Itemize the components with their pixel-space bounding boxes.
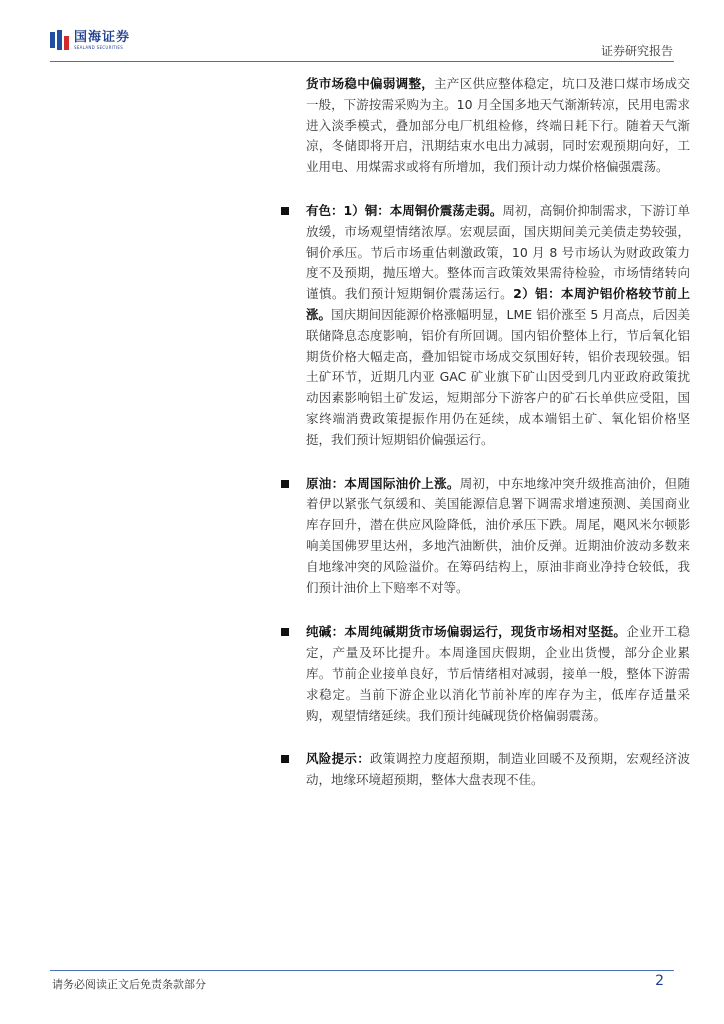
logo-mark-icon: [50, 30, 70, 50]
section-body: 周初，中东地缘冲突升级推高油价，但随着伊以紧张气氛缓和、美国能源信息署下调需求增速预测、美国商业库存回升，潜在供应风险降低，油价承压下跌。周尾，飓风米尔顿影响美国佛罗里达州，多地汽油断供，油价反弹。近期油价波动多数来自地缘冲突的风险溢价。在筹码结构上，原油非商业净持仓较低，我们预计油价上下赔率不对等。: [306, 475, 690, 595]
section-heading: 货市场稳中偏弱调整，: [306, 76, 435, 91]
logo-chinese-name: 国海证券: [74, 29, 131, 45]
report-type-label: 证券研究报告: [600, 44, 673, 58]
section-risk-warning: [50, 749, 690, 791]
footer-divider: [50, 970, 674, 971]
page-number: 2: [655, 973, 664, 989]
bullet-square-icon: [279, 626, 291, 638]
page-header: [0, 0, 724, 60]
section-body: 主产区供应整体稳定，坑口及港口煤市场成交一般，下游按需采购为主。10 月全国多地天气渐渐转凉，民用电需求进入淡季模式，叠加部分电厂机组检修，终端日耗下行。随着天气渐凉，冬储即将开启，汛期结束水电出力减弱，同时宏观预期向好，工业用电、用煤需求或将有所增加，我们预计动力煤价格偏强震荡。: [306, 76, 690, 175]
report-body: [50, 74, 690, 791]
bullet-square-icon: [279, 478, 291, 490]
section-body: 周初，高铜价抑制需求，下游订单放缓，市场观望情绪浓厚。宏观层面，国庆期间美元美债走势较强，铜价承压。节后市场重估刺激政策，10 月 8 号市场认为财政政策力度不及预期，抛压增大。整体而言政策效果需待检验，市场情绪转向谨慎。我们预计短期铜价震荡运行。: [306, 202, 690, 302]
bullet-square-icon: [279, 753, 291, 765]
section-soda-ash: [50, 622, 690, 726]
section-coal-continued: [50, 74, 690, 178]
section-nonferrous: [50, 201, 690, 451]
section-body: 企业开工稳定，产量及环比提升。本周逢国庆假期，企业出货慢，部分企业累库。节前企业接单良好，节后情绪相对减弱，接单一般，整体下游需求稳定。当前下游企业以消化节前补库的库存为主，低库存适量采购，观望情绪延续。我们预计纯碱现货价格偏弱震荡。: [306, 624, 690, 723]
section-subheading: 2）铝：本周沪铝价格较节前上涨。: [306, 286, 690, 322]
company-logo: [50, 30, 130, 50]
section-heading: 纯碱：本周纯碱期货市场偏弱运行，现货市场相对坚挺。: [306, 624, 627, 640]
header-divider: [50, 61, 674, 62]
section-heading: 风险提示：: [306, 751, 371, 767]
section-heading: 有色：1）铜：本周铜价震荡走弱。: [306, 202, 503, 218]
section-crude-oil: [50, 474, 690, 599]
footer-disclaimer: 请务必阅读正文后免责条款部分: [52, 978, 206, 991]
section-body: 政策调控力度超预期，制造业回暖不及预期，宏观经济波动，地缘环境超预期，整体大盘表现不佳。: [306, 751, 690, 788]
section-body-2: 国庆期间因能源价格涨幅明显，LME 铝价涨至 5 月高点，后因美联储降息态度影响，铝价有所回调。国内铝价整体上行，节后氧化铝期货价格大幅走高，叠加铝锭市场成交氛围好转，铝价表现较强。铝土矿环节，近期几内亚 GAC 矿业旗下矿山因受到几内亚政府政策扰动因素影响铝土矿发运，短期部分下游客户的矿石长单供应受阻，国家终端消费政策提振作用仍在延续，成本端铝土矿、氧化铝价格坚挺，我们预计短期铝价偏强运行。: [306, 306, 690, 447]
logo-english-name: SEALAND SECURITIES: [74, 44, 124, 50]
section-heading: 原油：本周国际油价上涨。: [306, 475, 460, 491]
bullet-square-icon: [279, 205, 291, 217]
